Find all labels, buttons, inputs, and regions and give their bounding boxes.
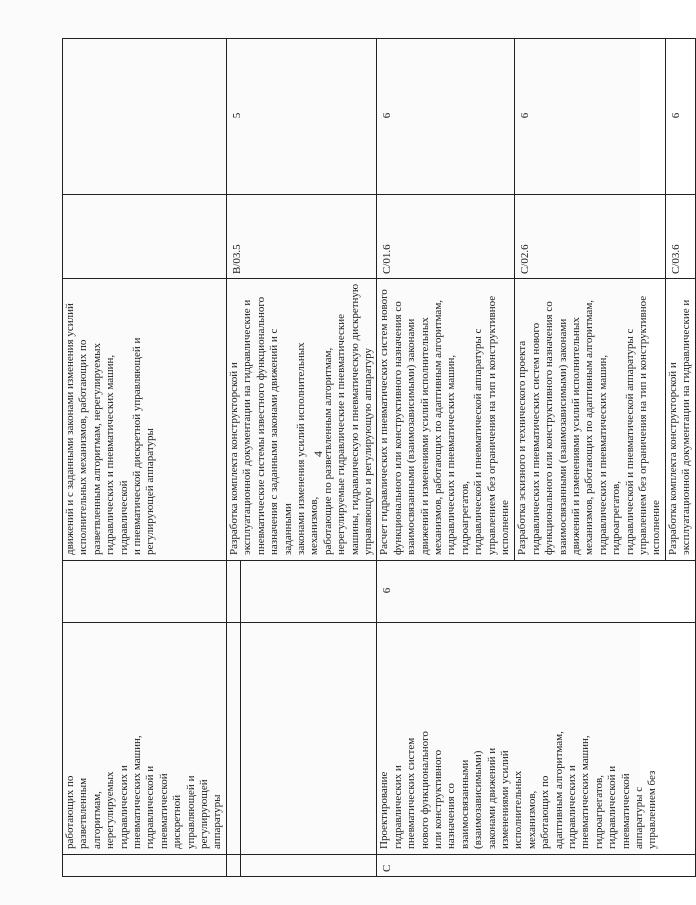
gen-function-code	[63, 855, 227, 877]
labor-function-level: 6	[515, 39, 665, 195]
labor-function-name: Расчет гидравлических и пневматических систем нового функционального или конструктивного назначения со взаимосвязанными (взаимозависимыми) законами движений и изменениями усилий исполнительных механизмов, работающих по адаптивным алгоритмам, гидравлических и пневматических машин, гидроагрегатов, гидравлической и пневматической аппаратуры с управлением без ограничения на тип и конструктивное исполнение	[377, 279, 515, 561]
labor-function-name: движений и с заданными законами изменения усилий исполнительных механизмов, работающих по разветвленным алгоритмам, нерегулируемых гидравлических и пневматических машин, гидравлической и пневматической дискретной управляющей и регулирующей аппаратуры	[63, 279, 227, 561]
table-row	[226, 39, 240, 877]
labor-function-code: C/03.6	[665, 195, 695, 279]
table-row	[63, 39, 227, 877]
labor-function-code: C/02.6	[515, 195, 665, 279]
labor-function-level	[63, 39, 227, 195]
gen-function-name: работающих по разветвленным алгоритмам, нерегулируемых гидравлических и пневматических машин, гидравлической и пневматической дискретной управляющей и регулирующей аппаратуры	[63, 623, 227, 855]
table-row	[377, 39, 515, 877]
labor-function-name: Разработка комплекта конструкторской и эксплуатационной документации на гидравлические и пневматические системы известного функционального назначения с заданными законами движений и с заданными законами изменения усилий исполнительных механизмов, работающие по разветвленным алгоритмам, нерегулируемые гидравлические и пневматические машины, гидравлическую и пневматическую дискретную управляющую и регулирующую аппаратуру	[226, 279, 376, 561]
labor-function-code: B/03.5	[226, 195, 376, 279]
page-number: 4	[311, 451, 325, 457]
gen-function-name: Проектирование гидравлических и пневматических систем нового функционального или конструктивного назначения со взаимосвязанными (взаимозависимыми) законами движений и изменениями усилий исполнительных механизмов, работающих по адаптивным алгоритмам, гидравлических и пневматических машин, гидроагрегатов, гидравлической и пневматической аппаратуры с управлением без	[377, 623, 695, 855]
labor-function-name: Разработка эскизного и технического проекта гидравлических и пневматических систем нового функционального или конструктивного назначения со взаимосвязанными (взаимозависимыми) законами движений и изменениями усилий исполнительных механизмов, работающих по адаптивным алгоритмам, гидравлических и пневматических машин, гидроагрегатов, гидравлической и пневматической аппаратуры с управлением без ограничения на тип и конструктивное исполнение	[515, 279, 665, 561]
labor-function-level: 6	[665, 39, 695, 195]
gen-function-code: C	[377, 855, 695, 877]
labor-function-name: Разработка комплекта конструкторской и эксплуатационной документации на гидравлические и	[665, 279, 695, 561]
functions-table-grid	[62, 38, 696, 877]
functions-table-rotated	[62, 39, 693, 877]
labor-function-level: 6	[377, 39, 515, 195]
labor-function-code	[63, 195, 227, 279]
labor-function-code: C/01.6	[377, 195, 515, 279]
gen-function-level: 6	[377, 561, 695, 623]
labor-function-level: 5	[226, 39, 376, 195]
gen-function-level	[63, 561, 227, 623]
